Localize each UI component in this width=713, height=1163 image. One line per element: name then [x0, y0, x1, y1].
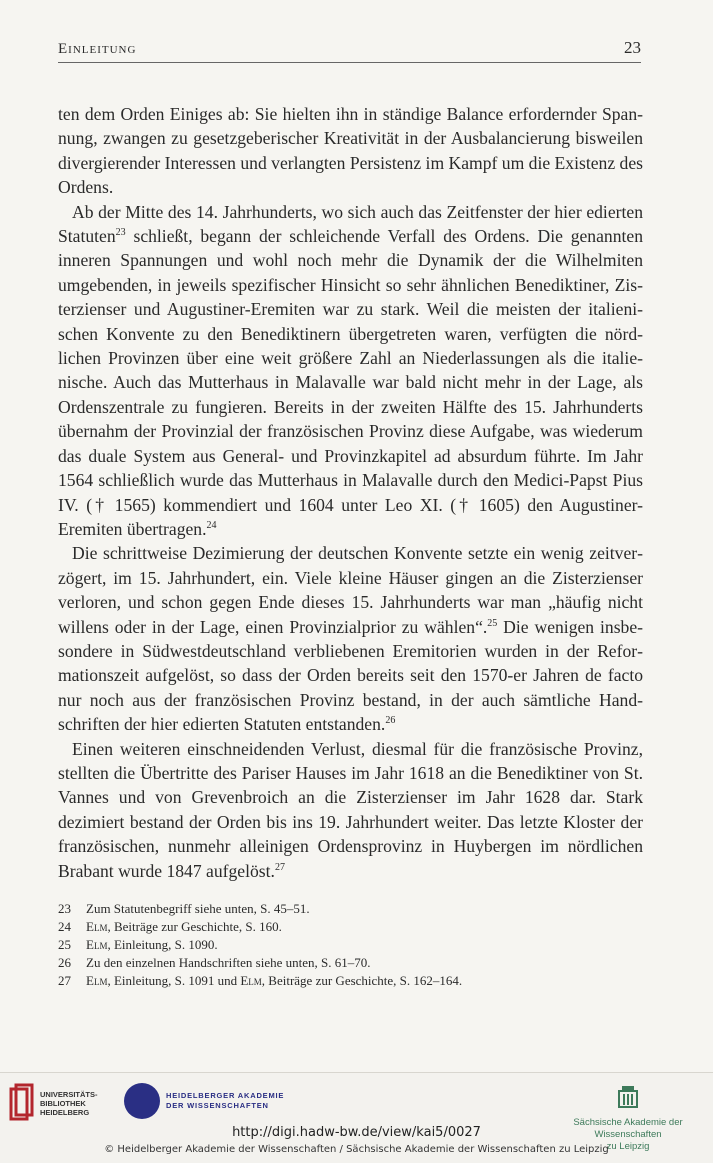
haw-seal-icon: [124, 1083, 160, 1119]
page-number: 23: [624, 38, 641, 57]
paragraph-3: Die schrittweise Dezimierung der deutschen Konvente setzte ein wenig zeitverzögert, im 15. Jahrhundert, ein. Viele kleine Häuser gingen an die Zisterzienser verloren, und schon gegen Ende dieses 15. Jahrhunderts war man „häufig nicht willens oder in der Lage, einen Provinzialprior zu wählen“.$^{25}$ Die wenigen insbesondere in Südwestdeutschland verbliebenen Eremitorien wurden in der Reformationszeit aufgelöst, so dass der Orden bereits seit den 1570-er Jahren de facto nur noch aus der französischen Provinz bestand, in der auch sämtliche Handschriften der hier edierten Statuten entstanden.$^{26}$: [58, 543, 643, 735]
paragraph-2: Ab der Mitte des 14. Jahrhunderts, wo sich auch das Zeitfenster der hier edierten Statuten$^{23}$ schließt, begann der schleichende Verfall des Ordens. Die genannten inneren Spannungen und wohl noch mehr die Dynamik der die Wilhelmiten umgebenden, in jeweils spezifischer Hinsicht so sehr ähnlichen Benediktiner, Zisterzienser und Augustiner-Eremiten war zu stark. Weil die meisten der italienischen Konvente zu den Benediktinern übergetreten waren, verfügten die nördlichen Provinzen über eine weit größere Zahl an Niederlassungen als die italienische. Auch das Mutterhaus in Malavalle war bald nicht mehr in der Lage, als Ordenszentrale zu fungieren. Bereits in der zweiten Hälfte des 15. Jahrhunderts übernahm der Provinzial der französischen Provinz diese Aufgabe, was wiederum das duale System aus General- und Provinzkapitel ad absurdum führte. Im Jahr 1564 schließlich wurde das Mutterhaus in Malavalle durch den Medici-Papst Pius IV. († 1565) kommendiert und 1604 unter Leo XI. († 1605) den Augustiner-Eremiten übertragen.$^{24}$: [58, 201, 643, 539]
ub-heidelberg-logo[interactable]: UNIVERSITÄTS- BIBLIOTHEK HEIDELBERG: [8, 1083, 98, 1123]
haw-logo[interactable]: HEIDELBERGER AKADEMIE DER WISSENSCHAFTEN: [124, 1083, 284, 1119]
footnote: 24 Elm, Beiträge zur Geschichte, S. 160.: [58, 919, 282, 934]
saw-building-icon: [617, 1083, 639, 1109]
footnote: 26 Zu den einzelnen Handschriften siehe unten, S. 61–70.: [58, 955, 371, 970]
footnote-ref-23: 23: [115, 227, 126, 239]
footnote-ref-27: 27: [274, 861, 285, 873]
footnote-ref-24: 24: [206, 520, 217, 532]
saw-logo[interactable]: Sächsische Akademie der Wissenschaften zu Leipzig: [553, 1083, 703, 1153]
permalink[interactable]: http://digi.hadw-bw.de/view/kai5/0027: [232, 1125, 481, 1140]
body-text: [58, 102, 643, 883]
footnote-ref-26: 26: [385, 715, 396, 727]
footnotes: [58, 900, 618, 990]
page-header: [58, 36, 641, 63]
ub-logo-icon: [8, 1083, 34, 1123]
paragraph-4: Einen weiteren einschneidenden Verlust, diesmal für die französische Provinz, stellten die Übertritte des Pariser Hauses im Jahr 1618 an die Benediktiner von St. Vannes und von Grevenbroich an die Zisterzienser im Jahr 1628 dar. Stark dezimiert bestand der Orden bis ins 19. Jahrhundert weiter. Das letzte Kloster der französischen, nunmehr alleinigen Ordensprovinz in Huybergen im nördlichen Brabant wurde 1847 aufgelöst.$^{27}$: [58, 738, 643, 881]
footnote: 27 Elm, Einleitung, S. 1091 und Elm, Beiträge zur Geschichte, S. 162–164.: [58, 973, 463, 988]
copyright-notice: © Heidelberger Akademie der Wissenschaften / Sächsische Akademie der Wissenschaften zu Leipzig: [104, 1144, 609, 1155]
viewer-footer: [0, 1072, 713, 1163]
footnote: 25 Elm, Einleitung, S. 1090.: [58, 937, 218, 952]
footnote: 23 Zum Statutenbegriff siehe unten, S. 45–51.: [58, 901, 310, 916]
paragraph-1: ten dem Orden Einiges ab: Sie hielten ihn in ständige Balance erfordernder Spannung, zwangen zu gesetzgeberischer Kreativität in der Ausbalancierung bisweilen divergierender Interessen und verlangten Persistenz im Kampf um die Existenz des Ordens.: [58, 104, 643, 198]
running-title: Einleitung: [58, 41, 137, 57]
footnote-ref-25: 25: [487, 617, 498, 629]
